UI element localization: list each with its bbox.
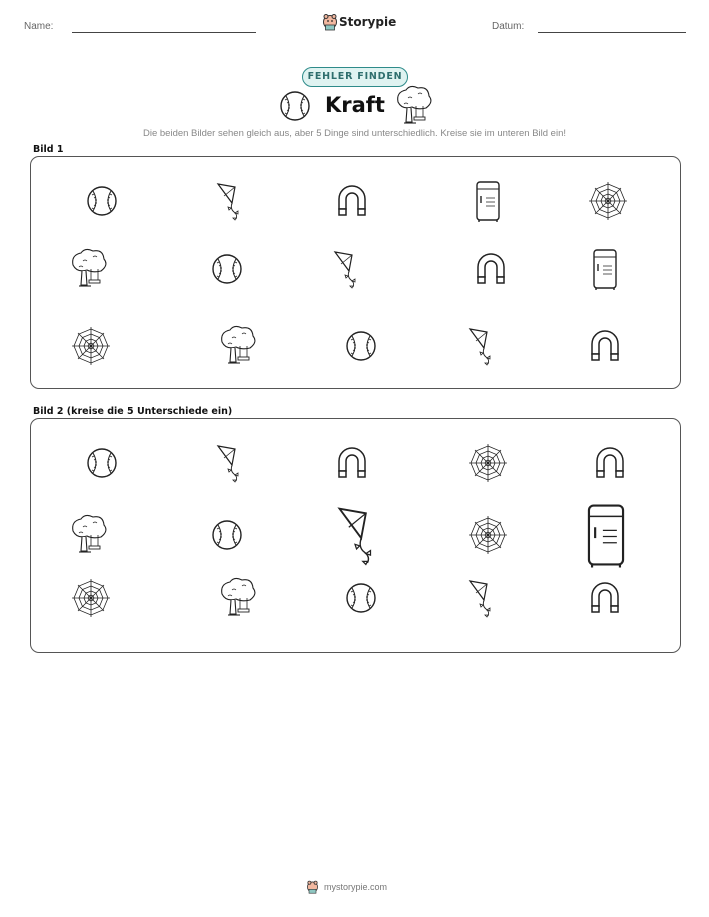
brand-name: Storypie [339, 15, 397, 29]
picture1-canvas [30, 156, 681, 389]
footer-url[interactable]: mystorypie.com [324, 882, 388, 892]
baseball-icon [347, 332, 375, 360]
kite-icon [335, 252, 355, 288]
baseball-icon[interactable] [88, 449, 116, 477]
fridge-icon[interactable] [589, 506, 623, 568]
tree-swing-icon [222, 326, 255, 363]
kite-icon [218, 184, 238, 220]
baseball-icon [88, 187, 116, 215]
tree-swing-icon[interactable] [222, 578, 255, 615]
storypie-mascot-icon [306, 880, 319, 894]
picture2-label: Bild 2 (kreise die 5 Unterschiede ein) [33, 406, 233, 417]
name-line[interactable] [72, 32, 256, 33]
date-label: Datum: [492, 21, 525, 32]
picture2-canvas[interactable] [30, 418, 681, 653]
date-line[interactable] [538, 32, 686, 33]
magnet-icon[interactable] [339, 448, 365, 477]
footer [306, 880, 416, 896]
fridge-icon [477, 182, 499, 222]
magnet-icon[interactable] [592, 583, 618, 612]
spiderweb-icon[interactable] [469, 444, 507, 482]
storypie-mascot-icon [322, 13, 338, 31]
tree-swing-icon [73, 249, 106, 286]
kite-icon[interactable] [470, 581, 490, 617]
picture1-label: Bild 1 [33, 144, 64, 155]
kite-icon [470, 329, 490, 365]
tree-swing-icon[interactable] [73, 515, 106, 552]
magnet-icon [478, 254, 504, 283]
fridge-icon [594, 250, 616, 290]
kite-icon[interactable] [340, 509, 371, 565]
name-label: Name: [24, 21, 54, 32]
page-title: Kraft [325, 93, 385, 117]
spiderweb-icon[interactable] [72, 579, 110, 617]
tree-swing-icon [398, 89, 430, 123]
spiderweb-icon [589, 182, 627, 220]
magnet-icon [592, 331, 618, 360]
magnet-icon [339, 186, 365, 215]
spiderweb-icon [72, 327, 110, 365]
spiderweb-icon[interactable] [469, 516, 507, 554]
brand-logo [322, 13, 397, 33]
baseball-icon [213, 255, 241, 283]
kite-icon[interactable] [218, 446, 238, 482]
instructions-text: Die beiden Bilder sehen gleich aus, aber 5 Dinge sind unterschiedlich. Kreise sie im unteren Bild ein! [143, 128, 566, 139]
magnet-icon[interactable] [597, 448, 623, 477]
baseball-icon[interactable] [347, 584, 375, 612]
baseball-icon[interactable] [213, 521, 241, 549]
worksheet-type-badge: FEHLER FINDEN [302, 67, 408, 87]
